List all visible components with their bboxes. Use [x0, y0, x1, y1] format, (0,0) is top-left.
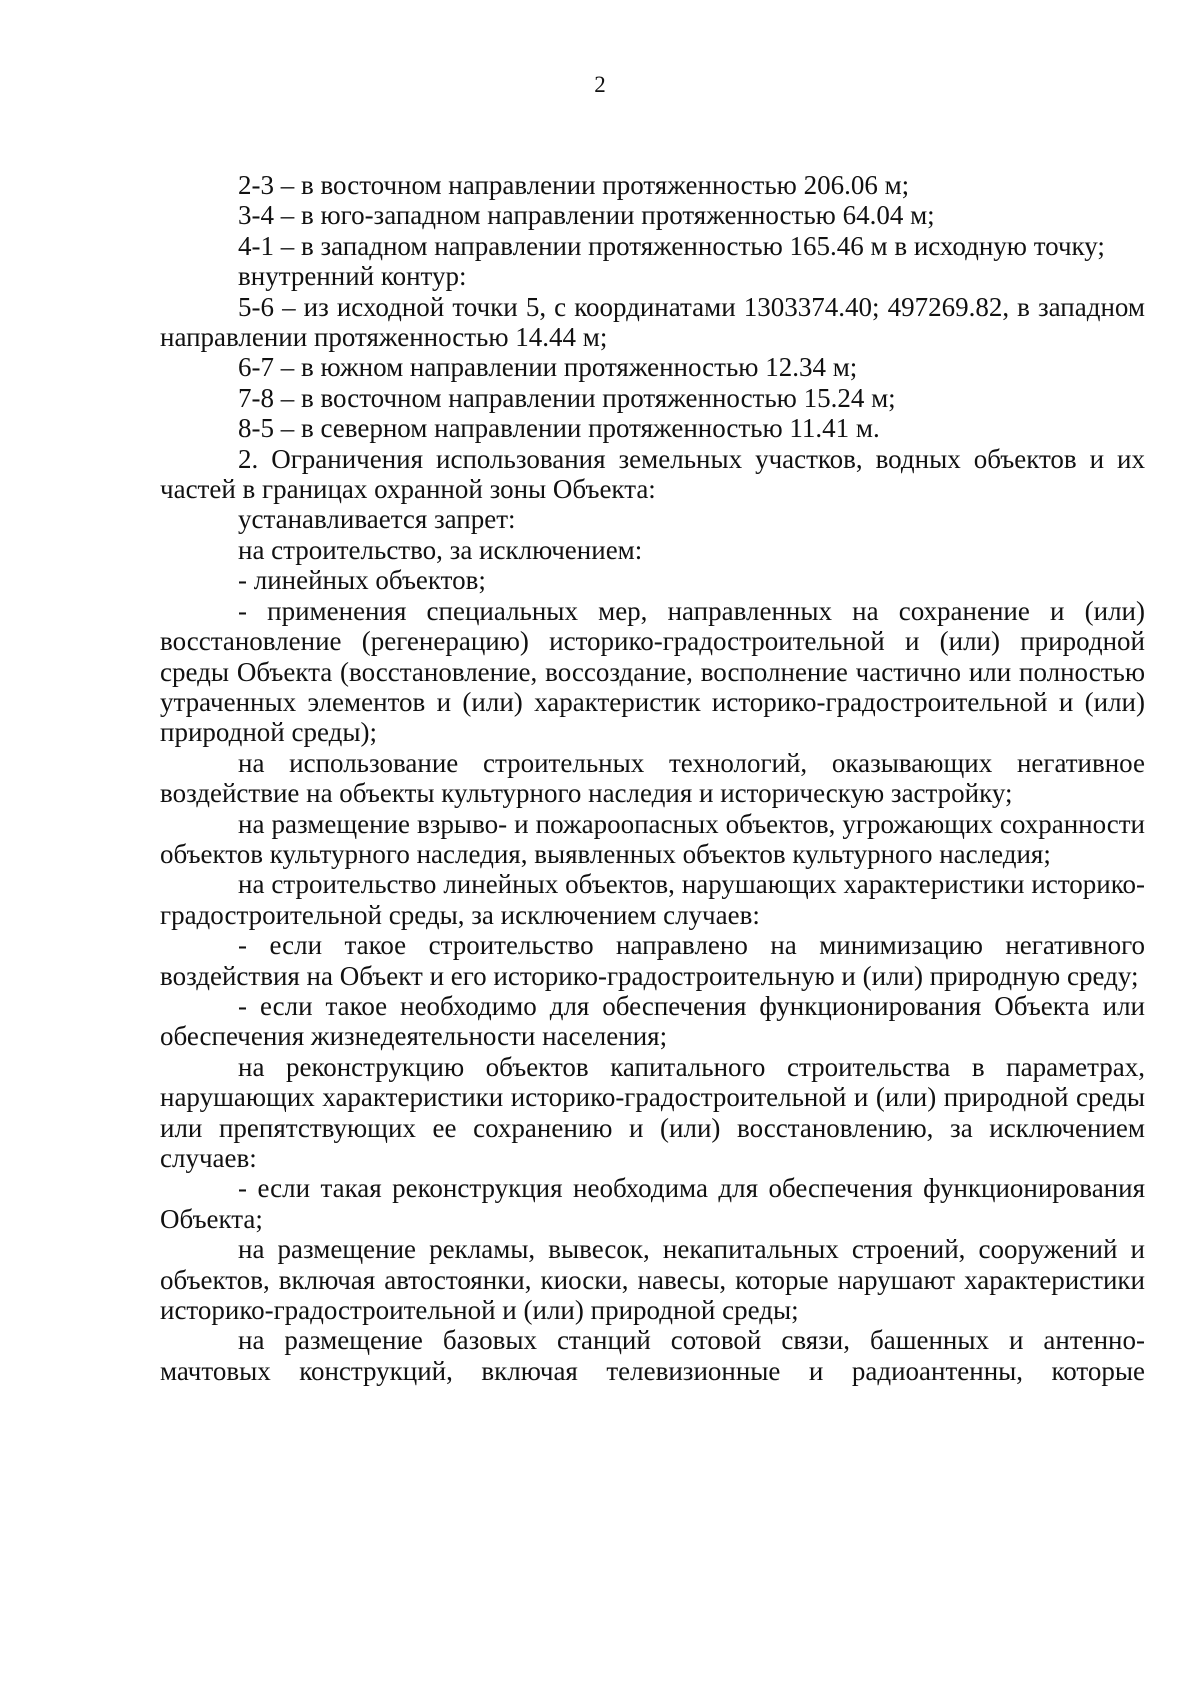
paragraph-boundary-8-5: 8-5 – в северном направлении протяженностью 11.41 м.	[238, 413, 880, 444]
paragraph-ban-linear-objects: на строительство линейных объектов, нарушающих характеристики историко-градостроительной среды, за исключением случаев:	[160, 869, 1145, 930]
paragraph-ban-established: устанавливается запрет:	[238, 504, 516, 535]
paragraph-exception-minimization: - если такое строительство направлено на минимизацию негативного воздействия на Объект и его историко-градостроительную и (или) природную среду;	[160, 930, 1145, 991]
paragraph-boundary-6-7: 6-7 – в южном направлении протяженностью 12.34 м;	[238, 352, 858, 383]
paragraph-inner-contour: внутренний контур:	[238, 261, 467, 292]
paragraph-ban-base-stations: на размещение базовых станций сотовой связи, башенных и антенно-мачтовых конструкций, включая телевизионные и радиоантенны, которые	[160, 1325, 1145, 1386]
paragraph-exception-special-measures: - применения специальных мер, направленных на сохранение и (или) восстановление (регенерацию) историко-градостроительной и (или) природной среды Объекта (восстановление, воссоздание, восполнение частично или полностью утраченных элементов и (или) характеристик историко-градостроительной и (или) природной среды);	[160, 595, 1145, 748]
paragraph-exception-functioning: - если такое необходимо для обеспечения функционирования Объекта или обеспечения жизнедеятельности населения;	[160, 990, 1145, 1052]
paragraph-boundary-3-4: 3-4 – в юго-западном направлении протяженностью 64.04 м;	[238, 200, 935, 231]
paragraph-ban-reconstruction: на реконструкцию объектов капитального строительства в параметрах, нарушающих характеристики историко-градостроительной и (или) природной среды или препятствующих ее сохранению и (или) восстановлению, за исключением случаев:	[160, 1051, 1145, 1173]
paragraph-boundary-4-1: 4-1 – в западном направлении протяженностью 165.46 м в исходную точку;	[238, 230, 1105, 261]
paragraph-ban-advertising: на размещение рекламы, вывесок, некапитальных строений, сооружений и объектов, включая автостоянки, киоски, навесы, которые нарушают характеристики историко-градостроительной и (или) природной среды;	[160, 1234, 1145, 1326]
paragraph-exception-reconstruction: - если такая реконструкция необходима для обеспечения функционирования Объекта;	[160, 1173, 1145, 1234]
paragraph-boundary-7-8: 7-8 – в восточном направлении протяженностью 15.24 м;	[238, 382, 896, 413]
paragraph-boundary-5-6: 5-6 – из исходной точки 5, с координатами 1303374.40; 497269.82, в западном направлении протяженностью 14.44 м;	[160, 291, 1145, 353]
paragraph-section-2-heading: 2. Ограничения использования земельных участков, водных объектов и их частей в границах охранной зоны Объекта:	[160, 443, 1145, 505]
document-body	[160, 170, 1145, 1386]
paragraph-ban-explosive: на размещение взрыво- и пожароопасных объектов, угрожающих сохранности объектов культурного наследия, выявленных объектов культурного наследия;	[160, 808, 1145, 869]
paragraph-exception-linear: - линейных объектов;	[238, 565, 486, 596]
paragraph-boundary-2-3: 2-3 – в восточном направлении протяженностью 206.06 м;	[238, 170, 910, 200]
page-number: 2	[594, 72, 606, 97]
paragraph-ban-technologies: на использование строительных технологий, оказывающих негативное воздействие на объекты культурного наследия и историческую застройку;	[160, 747, 1145, 809]
paragraph-ban-construction: на строительство, за исключением:	[238, 534, 643, 565]
